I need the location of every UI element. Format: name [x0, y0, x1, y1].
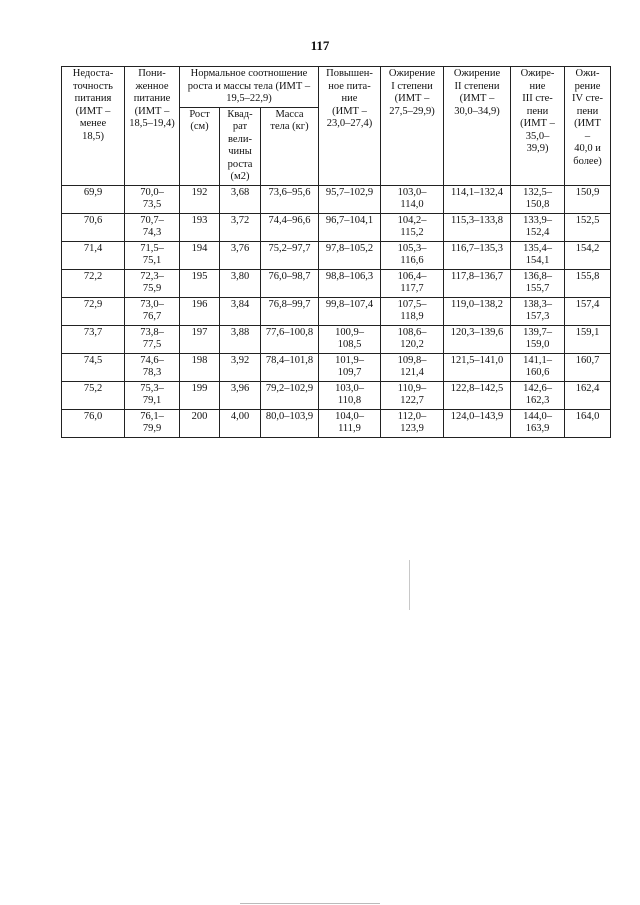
- table-body: [62, 185, 611, 437]
- cell-reduced: 70,0– 73,5: [125, 185, 180, 213]
- header-normal-group: Нормальное соотношение роста и массы тела (ИМТ – 19,5–22,9): [180, 67, 319, 108]
- table-row: [62, 297, 611, 325]
- cell-reduced: 75,3– 79,1: [125, 381, 180, 409]
- cell-obesity-4: 155,8: [565, 269, 611, 297]
- cell-obesity-3: 135,4– 154,1: [511, 241, 565, 269]
- header-obesity-3: Ожире- ние III сте- пени (ИМТ – 35,0– 39,9): [511, 67, 565, 186]
- header-undernutrition: Недоста- точность питания (ИМТ – менее 18,5): [62, 67, 125, 186]
- cell-height-square: 3,72: [220, 213, 261, 241]
- cell-height-square: 3,84: [220, 297, 261, 325]
- cell-obesity-1: 112,0– 123,9: [381, 409, 444, 437]
- cell-obesity-3: 142,6– 162,3: [511, 381, 565, 409]
- table-row: [62, 381, 611, 409]
- cell-undernutrition: 74,5: [62, 353, 125, 381]
- table-row: [62, 269, 611, 297]
- header-reduced-nutrition: Пони- женное питание (ИМТ – 18,5–19,4): [125, 67, 180, 186]
- cell-undernutrition: 69,9: [62, 185, 125, 213]
- cell-body-mass: 78,4–101,8: [261, 353, 319, 381]
- cell-undernutrition: 72,2: [62, 269, 125, 297]
- cell-increased: 98,8–106,3: [319, 269, 381, 297]
- cell-obesity-1: 107,5– 118,9: [381, 297, 444, 325]
- cell-height: 198: [180, 353, 220, 381]
- cell-increased: 96,7–104,1: [319, 213, 381, 241]
- cell-increased: 97,8–105,2: [319, 241, 381, 269]
- cell-obesity-3: 133,9– 152,4: [511, 213, 565, 241]
- cell-height-square: 3,80: [220, 269, 261, 297]
- header-height-square: Квад- рат вели- чины роста (м2): [220, 107, 261, 185]
- cell-height: 192: [180, 185, 220, 213]
- cell-height-square: 3,92: [220, 353, 261, 381]
- cell-undernutrition: 70,6: [62, 213, 125, 241]
- cell-height-square: 3,68: [220, 185, 261, 213]
- cell-height: 196: [180, 297, 220, 325]
- header-height: Рост (см): [180, 107, 220, 185]
- cell-body-mass: 76,8–99,7: [261, 297, 319, 325]
- table-row: [62, 353, 611, 381]
- bmi-table: [61, 66, 611, 438]
- header-obesity-1: Ожирение I степени (ИМТ – 27,5–29,9): [381, 67, 444, 186]
- cell-body-mass: 73,6–95,6: [261, 185, 319, 213]
- header-obesity-4: Ожи- рение IV сте- пени (ИМТ – 40,0 и более): [565, 67, 611, 186]
- cell-obesity-1: 109,8– 121,4: [381, 353, 444, 381]
- cell-increased: 104,0– 111,9: [319, 409, 381, 437]
- cell-obesity-3: 132,5– 150,8: [511, 185, 565, 213]
- table-row: [62, 241, 611, 269]
- cell-reduced: 70,7– 74,3: [125, 213, 180, 241]
- cell-obesity-4: 164,0: [565, 409, 611, 437]
- cell-obesity-2: 119,0–138,2: [444, 297, 511, 325]
- cell-obesity-2: 122,8–142,5: [444, 381, 511, 409]
- cell-height-square: 3,76: [220, 241, 261, 269]
- cell-obesity-4: 152,5: [565, 213, 611, 241]
- cell-reduced: 73,8– 77,5: [125, 325, 180, 353]
- cell-obesity-2: 114,1–132,4: [444, 185, 511, 213]
- cell-body-mass: 77,6–100,8: [261, 325, 319, 353]
- cell-increased: 99,8–107,4: [319, 297, 381, 325]
- cell-body-mass: 79,2–102,9: [261, 381, 319, 409]
- cell-obesity-2: 121,5–141,0: [444, 353, 511, 381]
- cell-height-square: 4,00: [220, 409, 261, 437]
- table-row: [62, 409, 611, 437]
- cell-reduced: 73,0– 76,7: [125, 297, 180, 325]
- scan-artifact-line: [240, 903, 380, 904]
- cell-height: 199: [180, 381, 220, 409]
- cell-body-mass: 74,4–96,6: [261, 213, 319, 241]
- cell-obesity-3: 136,8– 155,7: [511, 269, 565, 297]
- cell-height: 195: [180, 269, 220, 297]
- cell-increased: 103,0– 110,8: [319, 381, 381, 409]
- cell-obesity-1: 103,0– 114,0: [381, 185, 444, 213]
- cell-body-mass: 75,2–97,7: [261, 241, 319, 269]
- cell-obesity-4: 154,2: [565, 241, 611, 269]
- cell-height: 197: [180, 325, 220, 353]
- cell-obesity-1: 104,2– 115,2: [381, 213, 444, 241]
- cell-obesity-3: 141,1– 160,6: [511, 353, 565, 381]
- cell-obesity-2: 115,3–133,8: [444, 213, 511, 241]
- cell-height: 200: [180, 409, 220, 437]
- cell-undernutrition: 73,7: [62, 325, 125, 353]
- cell-obesity-2: 120,3–139,6: [444, 325, 511, 353]
- cell-obesity-2: 117,8–136,7: [444, 269, 511, 297]
- table-row: [62, 325, 611, 353]
- cell-undernutrition: 71,4: [62, 241, 125, 269]
- cell-obesity-1: 108,6– 120,2: [381, 325, 444, 353]
- cell-increased: 100,9– 108,5: [319, 325, 381, 353]
- cell-reduced: 72,3– 75,9: [125, 269, 180, 297]
- cell-obesity-2: 116,7–135,3: [444, 241, 511, 269]
- page-number: 117: [310, 38, 330, 53]
- cell-obesity-4: 160,7: [565, 353, 611, 381]
- cell-height-square: 3,96: [220, 381, 261, 409]
- cell-body-mass: 80,0–103,9: [261, 409, 319, 437]
- cell-height: 193: [180, 213, 220, 241]
- cell-obesity-1: 106,4– 117,7: [381, 269, 444, 297]
- header-increased-nutrition: Повышен- ное пита- ние (ИМТ – 23,0–27,4): [319, 67, 381, 186]
- cell-body-mass: 76,0–98,7: [261, 269, 319, 297]
- header-body-mass: Масса тела (кг): [261, 107, 319, 185]
- scan-artifact-dot: [409, 560, 410, 610]
- header-obesity-2: Ожирение II степени (ИМТ – 30,0–34,9): [444, 67, 511, 186]
- cell-undernutrition: 76,0: [62, 409, 125, 437]
- table-row: [62, 185, 611, 213]
- cell-reduced: 74,6– 78,3: [125, 353, 180, 381]
- cell-obesity-2: 124,0–143,9: [444, 409, 511, 437]
- cell-obesity-3: 138,3– 157,3: [511, 297, 565, 325]
- cell-obesity-4: 150,9: [565, 185, 611, 213]
- cell-reduced: 71,5– 75,1: [125, 241, 180, 269]
- cell-reduced: 76,1– 79,9: [125, 409, 180, 437]
- cell-obesity-3: 139,7– 159,0: [511, 325, 565, 353]
- cell-obesity-3: 144,0– 163,9: [511, 409, 565, 437]
- cell-obesity-4: 162,4: [565, 381, 611, 409]
- cell-obesity-1: 110,9– 122,7: [381, 381, 444, 409]
- cell-increased: 95,7–102,9: [319, 185, 381, 213]
- header-row-top: [62, 67, 611, 108]
- cell-height: 194: [180, 241, 220, 269]
- cell-obesity-1: 105,3– 116,6: [381, 241, 444, 269]
- cell-height-square: 3,88: [220, 325, 261, 353]
- cell-undernutrition: 75,2: [62, 381, 125, 409]
- cell-obesity-4: 157,4: [565, 297, 611, 325]
- cell-undernutrition: 72,9: [62, 297, 125, 325]
- cell-increased: 101,9– 109,7: [319, 353, 381, 381]
- table-row: [62, 213, 611, 241]
- cell-obesity-4: 159,1: [565, 325, 611, 353]
